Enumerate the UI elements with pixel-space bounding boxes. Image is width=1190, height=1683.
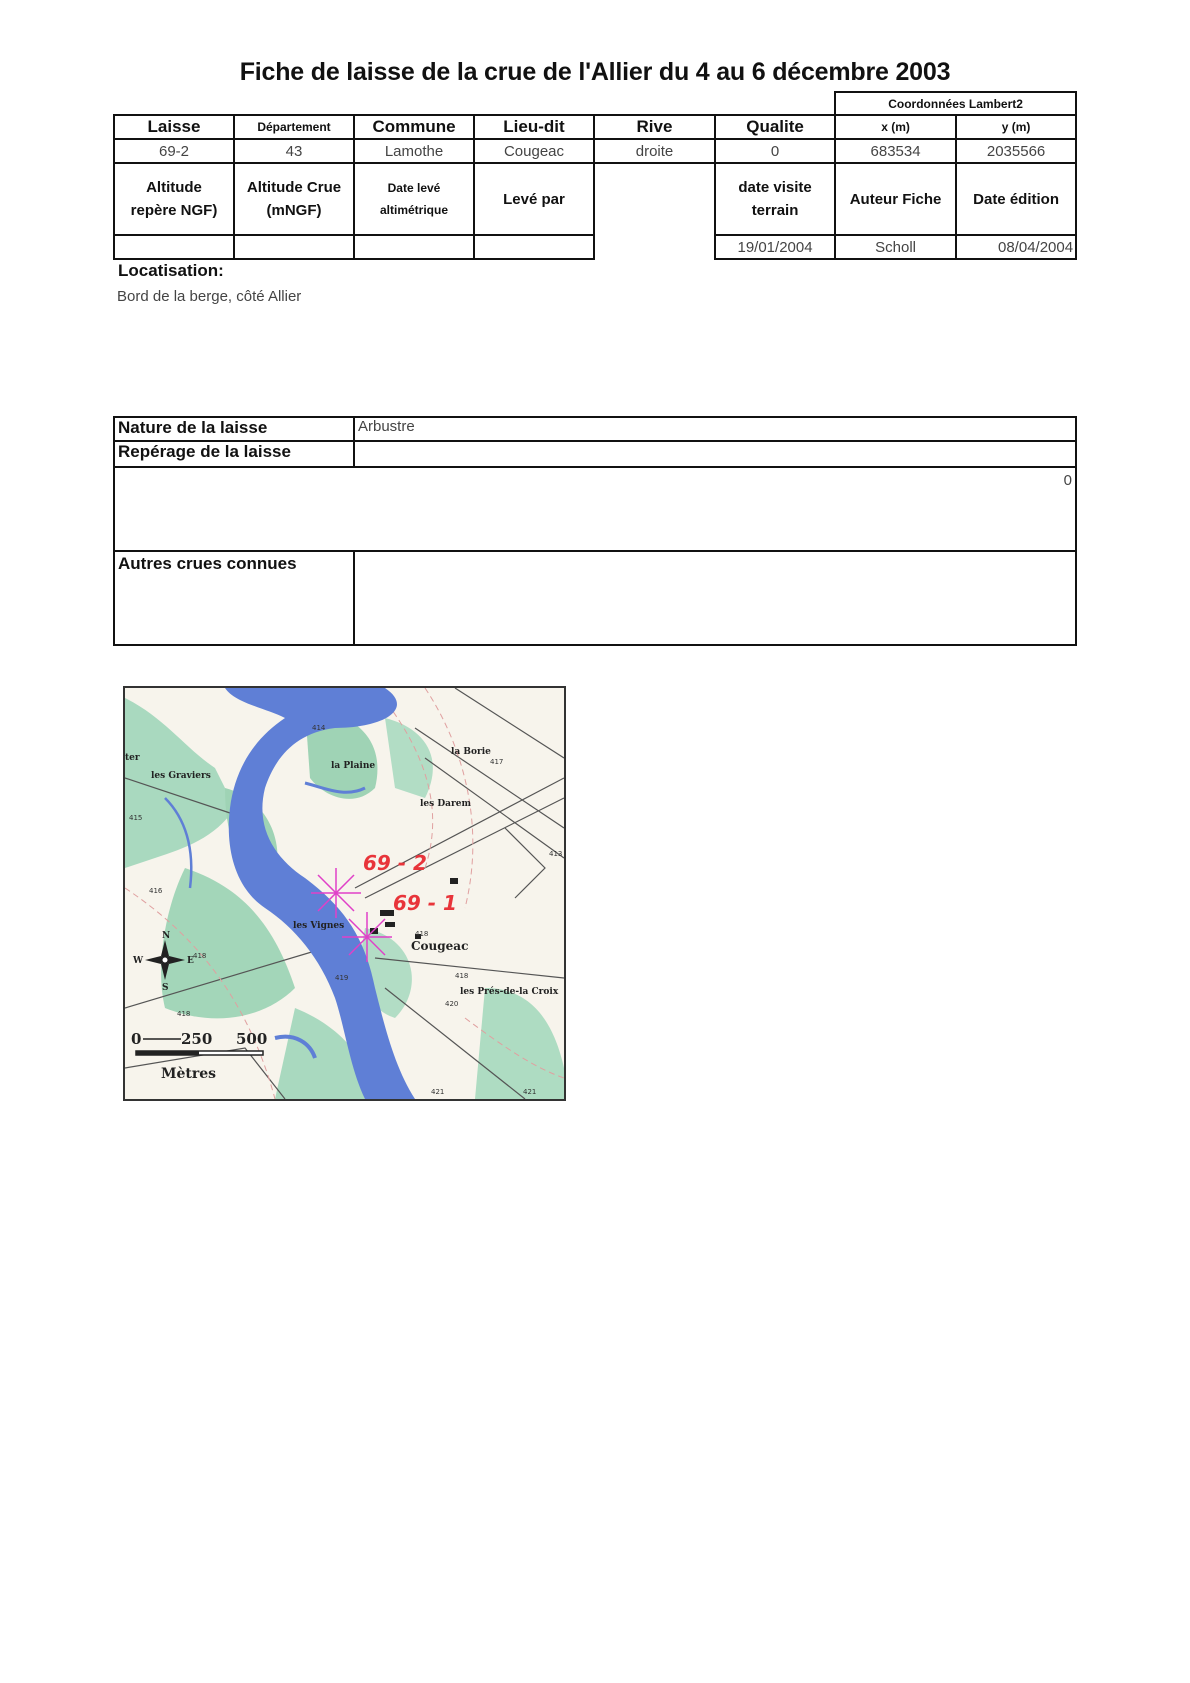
header-commune: Commune	[354, 115, 474, 139]
svg-text:0: 0	[131, 1030, 142, 1048]
svg-text:418: 418	[177, 1010, 191, 1018]
value-lieu-dit: Cougeac	[474, 139, 594, 163]
svg-text:421: 421	[523, 1088, 537, 1096]
header-altitude-crue: Altitude Crue (mNGF)	[234, 163, 354, 235]
header-date-edition: Date édition	[956, 163, 1076, 235]
autres-crues-label: Autres crues connues	[114, 551, 354, 645]
place-les-graviers: les Graviers	[151, 771, 211, 781]
value-leve-par	[474, 235, 594, 259]
svg-text:421: 421	[431, 1088, 445, 1096]
header-laisse: Laisse	[114, 115, 234, 139]
reperage-label: Repérage de la laisse	[114, 441, 354, 467]
details-table	[113, 416, 1077, 646]
header-altitude-repere: Altitude repère NGF)	[114, 163, 234, 235]
svg-text:418: 418	[415, 930, 429, 938]
value-date-leve	[354, 235, 474, 259]
svg-text:414: 414	[312, 724, 326, 732]
svg-text:500: 500	[236, 1030, 268, 1048]
svg-text:420: 420	[445, 1000, 459, 1008]
reperage-number: 0	[1063, 472, 1072, 489]
value-auteur-fiche: Scholl	[835, 235, 956, 259]
place-ter: ter	[125, 753, 140, 763]
localisation-label: Locatisation:	[118, 261, 224, 280]
value-y: 2035566	[956, 139, 1076, 163]
place-la-plaine: la Plaine	[331, 761, 376, 771]
place-cougeac: Cougeac	[411, 939, 469, 953]
header-auteur-fiche: Auteur Fiche	[835, 163, 956, 235]
value-commune: Lamothe	[354, 139, 474, 163]
svg-text:415: 415	[129, 814, 143, 822]
svg-text:419: 419	[335, 974, 349, 982]
value-rive: droite	[594, 139, 715, 163]
svg-text:418: 418	[193, 952, 207, 960]
place-les-pres: les Prés-de-la Croix	[460, 987, 559, 997]
topographic-map	[125, 688, 564, 1099]
value-date-visite: 19/01/2004	[715, 235, 835, 259]
header-rive: Rive	[594, 115, 715, 139]
reperage-description	[114, 467, 1076, 551]
value-x: 683534	[835, 139, 956, 163]
header-date-visite: date visite terrain	[715, 163, 835, 235]
marker-cross-69-2	[311, 868, 361, 918]
coords-group-header: Coordonnées Lambert2	[835, 92, 1076, 115]
nature-value: Arbustre	[354, 417, 1076, 441]
value-qualite: 0	[715, 139, 835, 163]
marker-label-69-1: 69 - 1	[393, 891, 457, 915]
value-altitude-repere	[114, 235, 234, 259]
svg-text:417: 417	[490, 758, 504, 766]
reperage-value	[354, 441, 1076, 467]
value-date-edition: 08/04/2004	[956, 235, 1076, 259]
header-lieu-dit: Lieu-dit	[474, 115, 594, 139]
header-table	[113, 91, 1077, 260]
header-departement: Département	[234, 115, 354, 139]
place-les-darem: les Darem	[420, 799, 471, 809]
autres-crues-value	[354, 551, 1076, 645]
marker-label-69-2: 69 - 2	[363, 851, 427, 875]
place-les-vignes: les Vignes	[293, 921, 345, 931]
location-map	[123, 686, 566, 1101]
header-x: x (m)	[835, 115, 956, 139]
svg-text:N: N	[162, 931, 171, 941]
place-la-borie: la Borie	[451, 747, 491, 757]
localisation-text: Bord de la berge, côté Allier	[117, 288, 302, 305]
svg-text:E: E	[187, 956, 194, 966]
svg-text:250: 250	[181, 1030, 213, 1048]
nature-label: Nature de la laisse	[114, 417, 354, 441]
svg-text:418: 418	[455, 972, 469, 980]
header-leve-par: Levé par	[474, 163, 594, 235]
header-y: y (m)	[956, 115, 1076, 139]
svg-text:W: W	[133, 956, 144, 966]
value-altitude-crue	[234, 235, 354, 259]
page-title: Fiche de laisse de la crue de l'Allier du 4 au 6 décembre 2003	[239, 58, 951, 86]
marker-cross-69-1	[342, 912, 392, 962]
svg-text:413: 413	[549, 850, 563, 858]
svg-text:S: S	[162, 983, 169, 993]
value-departement: 43	[234, 139, 354, 163]
header-date-leve: Date levé altimétrique	[354, 163, 474, 235]
svg-text:416: 416	[149, 887, 163, 895]
svg-text:Mètres: Mètres	[161, 1066, 217, 1082]
value-laisse: 69-2	[114, 139, 234, 163]
header-qualite: Qualite	[715, 115, 835, 139]
